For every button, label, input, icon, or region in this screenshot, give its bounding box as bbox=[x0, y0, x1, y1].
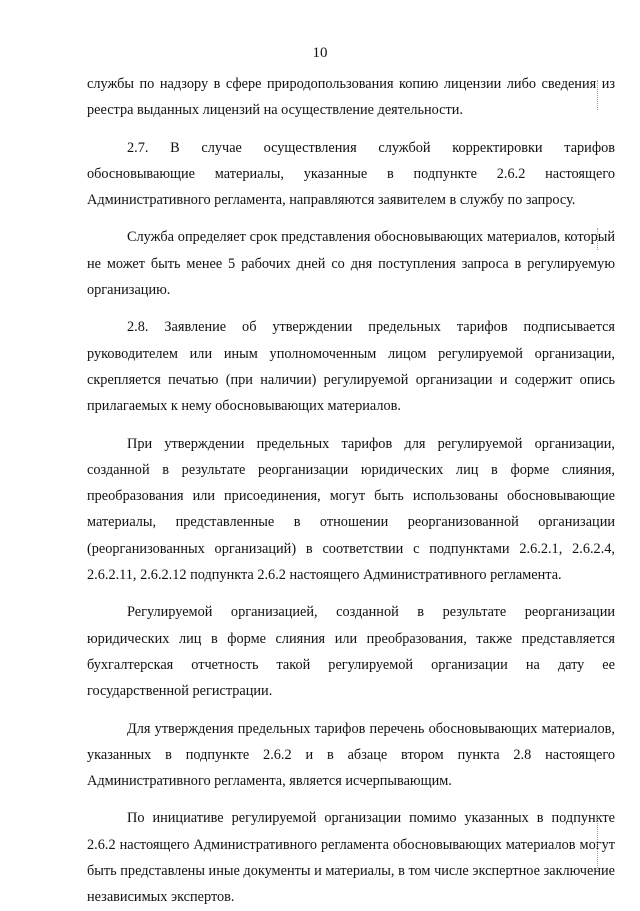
paragraph-reorganization-materials: При утверждении предельных тарифов для регулируемой организации, созданной в результате реорганизации юридических лиц в форме слияния, преобразования или присоединения, могут быть использованы обосновывающие материалы, представленные в отношении реорганизованной организации (реорганизованных организаций) в соответствии с подпунктами 2.6.2.1, 2.6.2.4, 2.6.2.11, 2.6.2.12 подпункта 2.6.2 настоящего Административного регламента. bbox=[87, 435, 615, 584]
paragraph-2-8: 2.8. Заявление об утверждении предельных тарифов подписывается руководителем или иным уполномоченным лицом регулируемой организации, скрепляется печатью (при наличии) регулируемой организации и содержит опись прилагаемых к нему обосновывающих материалов. bbox=[87, 319, 615, 415]
paragraph-accounting-reports: Регулируемой организацией, созданной в результате реорганизации юридических лиц в форме слияния или преобразования, также представляется бухгалтерская отчетность такой регулируемой организации на дату ее государственной регистрации. bbox=[87, 604, 615, 700]
paragraph-continuation: службы по надзору в сфере природопользования копию лицензии либо сведения из реестра выданных лицензий на осуществление деятельности. bbox=[87, 76, 615, 119]
paragraph-2-7: 2.7. В случае осуществления службой корректировки тарифов обосновывающие материалы, указанные в подпункте 2.6.2 настоящего Административного регламента, направляются заявителем в службу по запросу. bbox=[87, 139, 615, 209]
scan-artifact bbox=[597, 80, 599, 110]
scan-artifact bbox=[597, 228, 599, 250]
scan-artifact bbox=[597, 815, 599, 870]
paragraph-exhaustive-list: Для утверждения предельных тарифов перечень обосновывающих материалов, указанных в подпункте 2.6.2 и в абзаце втором пункта 2.8 настоящего Административного регламента, является исчерпывающим. bbox=[87, 720, 615, 790]
document-body bbox=[87, 71, 615, 911]
paragraph-submission-deadline: Служба определяет срок представления обосновывающих материалов, который не может быть менее 5 рабочих дней со дня поступления запроса в регулируемую организацию. bbox=[87, 229, 615, 299]
paragraph-additional-documents: По инициативе регулируемой организации помимо указанных в подпункте 2.6.2 настоящего Административного регламента обосновывающих материалов могут быть представлены иные документы и материалы, в том числе экспертное заключение независимых экспертов. bbox=[87, 810, 615, 906]
page-number: 10 bbox=[312, 45, 328, 61]
